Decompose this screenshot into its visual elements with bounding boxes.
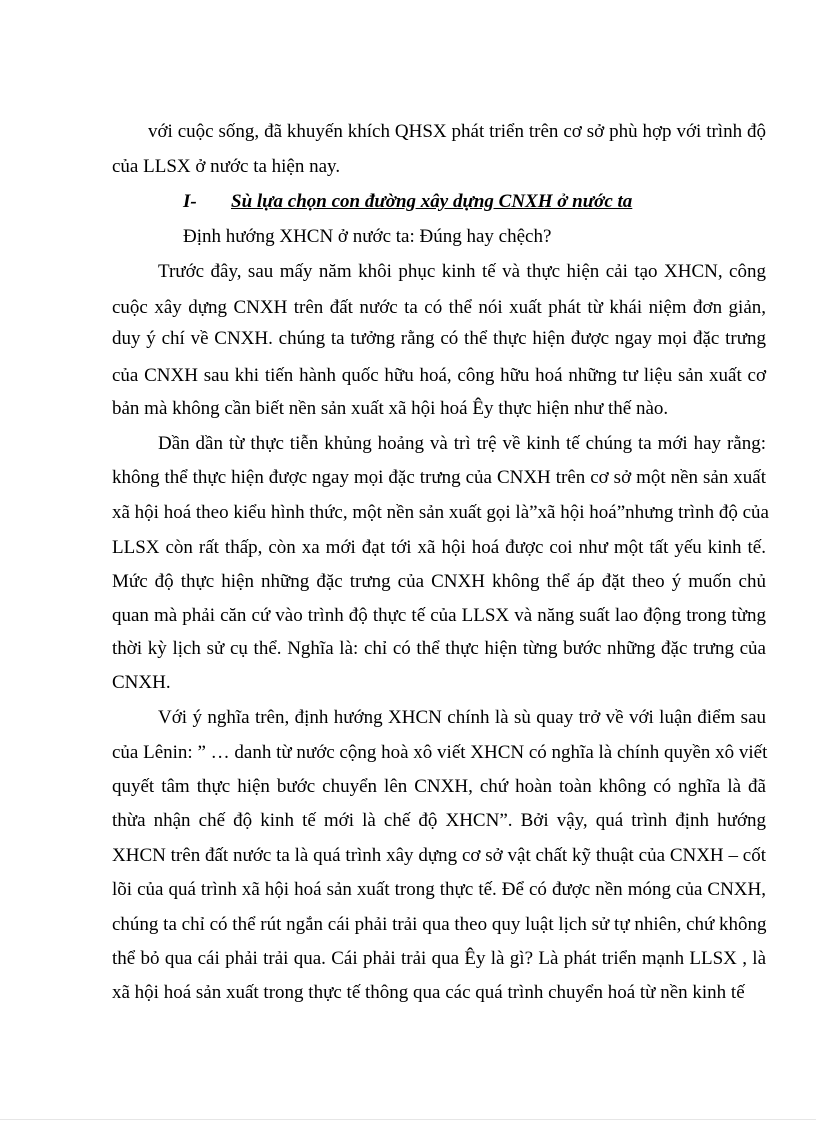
paragraph-2-line: Mức độ thực hiện những đặc trưng của CNXH không thể áp đặt theo ý muốn chủ: [112, 571, 766, 592]
subheading: Định hướng XHCN ở nước ta: Đúng hay chệch?: [183, 226, 552, 247]
intro-line-2: của LLSX ở nước ta hiện nay.: [112, 156, 341, 177]
paragraph-1-line: cuộc xây dựng CNXH trên đất nước ta có thể nói xuất phát từ khái niệm đơn giản,: [112, 297, 766, 318]
paragraph-2-line: quan mà phải căn cứ vào trình độ thực tế của LLSX và năng suất lao động trong từng: [112, 605, 766, 626]
paragraph-3-line: thừa nhận chế độ kinh tế mới là chế độ XHCN”. Bởi vậy, quá trình định hướng: [112, 810, 766, 831]
paragraph-1-line: bản mà không cần biết nền sản xuất xã hội hoá Êy thực hiện như thế nào.: [112, 398, 669, 419]
paragraph-3-line: chúng ta chỉ có thể rút ngắn cái phải trải qua theo quy luật lịch sử tự nhiên, chứ không: [112, 914, 767, 935]
paragraph-3-line: XHCN trên đất nước ta là quá trình xây dựng cơ sở vật chất kỹ thuật của CNXH – cốt: [112, 845, 766, 866]
paragraph-3-line: xã hội hoá sản xuất trong thực tế thông qua các quá trình chuyển hoá từ nền kinh tế: [112, 982, 745, 1003]
section-title: Sù lựa chọn con đường xây dựng CNXH ở nước ta: [231, 191, 633, 212]
paragraph-2-line: không thể thực hiện được ngay mọi đặc trưng của CNXH trên cơ sở một nền sản xuất: [112, 467, 766, 488]
paragraph-2-line: LLSX còn rất thấp, còn xa mới đạt tới xã hội hoá được coi như một tất yếu kinh tế.: [112, 537, 766, 558]
intro-line-1: với cuộc sống, đã khuyến khích QHSX phát triển trên cơ sở phù hợp với trình độ: [148, 121, 766, 142]
paragraph-3-line: quyết tâm thực hiện bước chuyển lên CNXH, chứ hoàn toàn không có nghĩa là đã: [112, 776, 766, 797]
paragraph-1-line: của CNXH sau khi tiến hành quốc hữu hoá, công hữu hoá những tư liệu sản xuất cơ: [112, 365, 766, 386]
page-bottom-edge: [0, 1119, 816, 1120]
paragraph-2-line: Dần dần từ thực tiễn khủng hoảng và trì trệ về kinh tế chúng ta mới hay rằng:: [158, 433, 766, 454]
paragraph-1-line: duy ý chí về CNXH. chúng ta tưởng rằng có thể thực hiện được ngay mọi đặc trưng: [112, 328, 766, 349]
paragraph-3-line: Với ý nghĩa trên, định hướng XHCN chính là sù quay trở về với luận điểm sau: [158, 707, 766, 728]
paragraph-2-line: CNXH.: [112, 672, 171, 693]
paragraph-2-line: thời kỳ lịch sử cụ thể. Nghĩa là: chỉ có thể thực hiện từng bước những đặc trưng của: [112, 638, 766, 659]
paragraph-3-line: lõi của quá trình xã hội hoá sản xuất trong thực tế. Để có được nền móng của CNXH,: [112, 879, 766, 900]
paragraph-3-line: của Lênin: ” … danh từ nước cộng hoà xô viết XHCN có nghĩa là chính quyền xô viết: [112, 742, 768, 763]
section-heading: [183, 191, 632, 213]
section-number: I-: [183, 191, 197, 212]
paragraph-3-line: thể bỏ qua cái phải trải qua. Cái phải trải qua Êy là gì? Là phát triển mạnh LLSX , là: [112, 948, 766, 969]
paragraph-2-line: xã hội hoá theo kiểu hình thức, một nền sản xuất gọi là”xã hội hoá”nhưng trình độ của: [112, 502, 769, 523]
paragraph-1-line: Trước đây, sau mấy năm khôi phục kinh tế và thực hiện cải tạo XHCN, công: [158, 261, 766, 282]
